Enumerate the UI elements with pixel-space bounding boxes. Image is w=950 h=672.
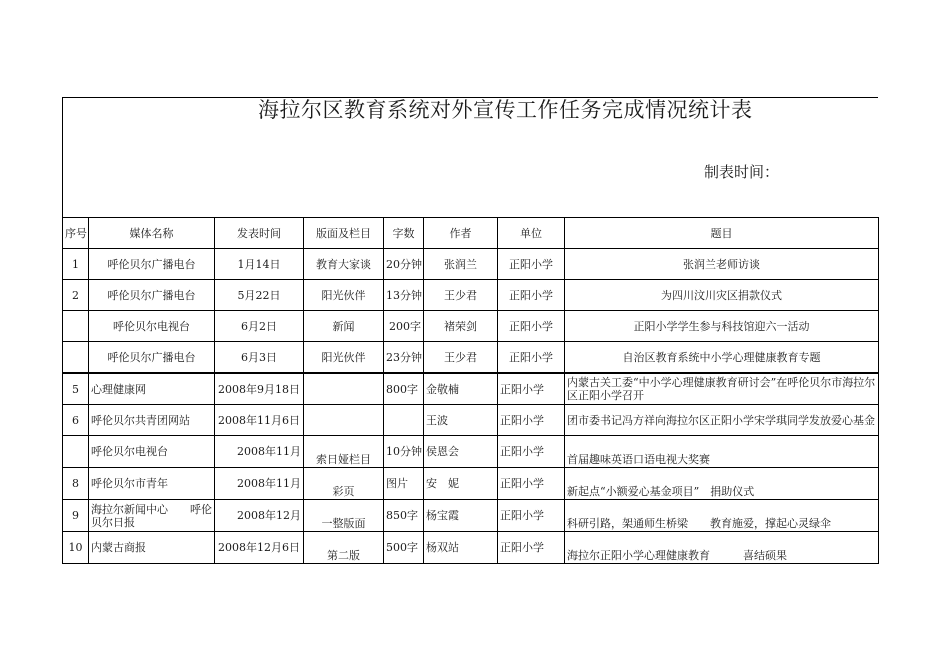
title-block xyxy=(62,97,878,217)
cell-media: 海拉尔新闻中心 呼伦贝尔日报 xyxy=(89,500,215,532)
table-row xyxy=(63,311,879,342)
cell-media: 呼伦贝尔广播电台 xyxy=(89,280,215,311)
cell-date: 2008年11月 xyxy=(215,436,304,468)
cell-author: 杨宝霞 xyxy=(424,500,498,532)
cell-topic: 新起点“小额爱心基金项目” 捐助仪式 xyxy=(565,468,879,500)
cell-topic: 海拉尔正阳小学心理健康教育 喜结硕果 xyxy=(565,532,879,564)
cell-topic: 内蒙古关工委“中小学心理健康教育研讨会”在呼伦贝尔市海拉尔区正阳小学召开 xyxy=(565,373,879,405)
cell-author: 张润兰 xyxy=(424,249,498,280)
cell-no: 8 xyxy=(63,468,89,500)
cell-no: 6 xyxy=(63,405,89,436)
cell-column: 阳光伙伴 xyxy=(304,342,384,374)
cell-unit: 正阳小学 xyxy=(498,280,565,311)
table-header-row xyxy=(63,218,879,249)
cell-no xyxy=(63,311,89,342)
cell-words: 200字 xyxy=(384,311,424,342)
report-sheet xyxy=(62,97,878,571)
cell-date: 2008年12月6日 xyxy=(215,532,304,564)
cell-no: 9 xyxy=(63,500,89,532)
cell-no xyxy=(63,436,89,468)
cell-topic: 张润兰老师访谈 xyxy=(565,249,879,280)
cell-column: 彩页 xyxy=(304,468,384,500)
cell-unit: 正阳小学 xyxy=(498,373,565,405)
header-no: 序号 xyxy=(63,218,89,249)
cell-author: 王少君 xyxy=(424,342,498,374)
cell-media: 呼伦贝尔广播电台 xyxy=(89,249,215,280)
cell-words xyxy=(384,405,424,436)
cell-media: 呼伦贝尔市青年 xyxy=(89,468,215,500)
table-row xyxy=(63,249,879,280)
header-media: 媒体名称 xyxy=(89,218,215,249)
cell-author: 王波 xyxy=(424,405,498,436)
cell-date: 6月3日 xyxy=(215,342,304,374)
header-words: 字数 xyxy=(384,218,424,249)
cell-words: 20分钟 xyxy=(384,249,424,280)
table-row xyxy=(63,405,879,436)
cell-topic: 自治区教育系统中小学心理健康教育专题 xyxy=(565,342,879,374)
cell-author: 侯恩会 xyxy=(424,436,498,468)
table-row xyxy=(63,280,879,311)
cell-media: 心理健康网 xyxy=(89,373,215,405)
cell-media: 呼伦贝尔电视台 xyxy=(89,311,215,342)
cell-topic: 为四川汶川灾区捐款仪式 xyxy=(565,280,879,311)
table-row xyxy=(63,532,879,564)
cell-words: 10分钟 xyxy=(384,436,424,468)
cell-column: 教育大家谈 xyxy=(304,249,384,280)
cell-words: 500字 xyxy=(384,532,424,564)
cell-unit: 正阳小学 xyxy=(498,249,565,280)
cell-topic: 正阳小学学生参与科技馆迎六一活动 xyxy=(565,311,879,342)
cell-words: 850字 xyxy=(384,500,424,532)
cell-column: 阳光伙伴 xyxy=(304,280,384,311)
cell-date: 5月22日 xyxy=(215,280,304,311)
cell-unit: 正阳小学 xyxy=(498,500,565,532)
cell-date: 2008年12月 xyxy=(215,500,304,532)
cell-topic: 首届趣味英语口语电视大奖赛 xyxy=(565,436,879,468)
cell-words: 图片 xyxy=(384,468,424,500)
header-unit: 单位 xyxy=(498,218,565,249)
cell-no: 2 xyxy=(63,280,89,311)
cell-unit: 正阳小学 xyxy=(498,342,565,374)
header-date: 发表时间 xyxy=(215,218,304,249)
cell-column: 索日娅栏目 xyxy=(304,436,384,468)
cell-no: 5 xyxy=(63,373,89,405)
header-column: 版面及栏目 xyxy=(304,218,384,249)
statistics-table xyxy=(62,217,879,564)
cell-author: 金敬楠 xyxy=(424,373,498,405)
cell-date: 2008年9月18日 xyxy=(215,373,304,405)
table-row xyxy=(63,500,879,532)
cell-unit: 正阳小学 xyxy=(498,468,565,500)
cell-unit: 正阳小学 xyxy=(498,532,565,564)
cell-no: 10 xyxy=(63,532,89,564)
cell-unit: 正阳小学 xyxy=(498,436,565,468)
table-row xyxy=(63,342,879,374)
page-title: 海拉尔区教育系统对外宣传工作任务完成情况统计表 xyxy=(258,98,753,122)
cell-no xyxy=(63,342,89,374)
cell-date: 2008年11月6日 xyxy=(215,405,304,436)
cell-column: 一整版面 xyxy=(304,500,384,532)
cell-topic: 团市委书记冯方祥向海拉尔区正阳小学宋学琪同学发放爱心基金 xyxy=(565,405,879,436)
cell-date: 2008年11月 xyxy=(215,468,304,500)
cell-column: 新闻 xyxy=(304,311,384,342)
cell-column xyxy=(304,373,384,405)
made-time-label: 制表时间： xyxy=(704,163,780,181)
cell-unit: 正阳小学 xyxy=(498,311,565,342)
table-row xyxy=(63,436,879,468)
cell-author: 褚荣剑 xyxy=(424,311,498,342)
table-row xyxy=(63,468,879,500)
header-author: 作者 xyxy=(424,218,498,249)
cell-date: 6月2日 xyxy=(215,311,304,342)
header-topic: 题目 xyxy=(565,218,879,249)
cell-words: 23分钟 xyxy=(384,342,424,374)
cell-media: 呼伦贝尔共青团网站 xyxy=(89,405,215,436)
cell-column: 第二版 xyxy=(304,532,384,564)
cell-author: 王少君 xyxy=(424,280,498,311)
cell-no: 1 xyxy=(63,249,89,280)
cell-author: 安 妮 xyxy=(424,468,498,500)
cell-unit: 正阳小学 xyxy=(498,405,565,436)
table-row xyxy=(63,373,879,405)
cell-media: 内蒙古商报 xyxy=(89,532,215,564)
cell-media: 呼伦贝尔广播电台 xyxy=(89,342,215,374)
cell-media: 呼伦贝尔电视台 xyxy=(89,436,215,468)
cell-words: 800字 xyxy=(384,373,424,405)
cell-topic: 科研引路，架通师生桥梁 教育施爱，撑起心灵绿伞 xyxy=(565,500,879,532)
cell-column xyxy=(304,405,384,436)
cell-date: 1月14日 xyxy=(215,249,304,280)
cell-author: 杨双站 xyxy=(424,532,498,564)
cell-words: 13分钟 xyxy=(384,280,424,311)
